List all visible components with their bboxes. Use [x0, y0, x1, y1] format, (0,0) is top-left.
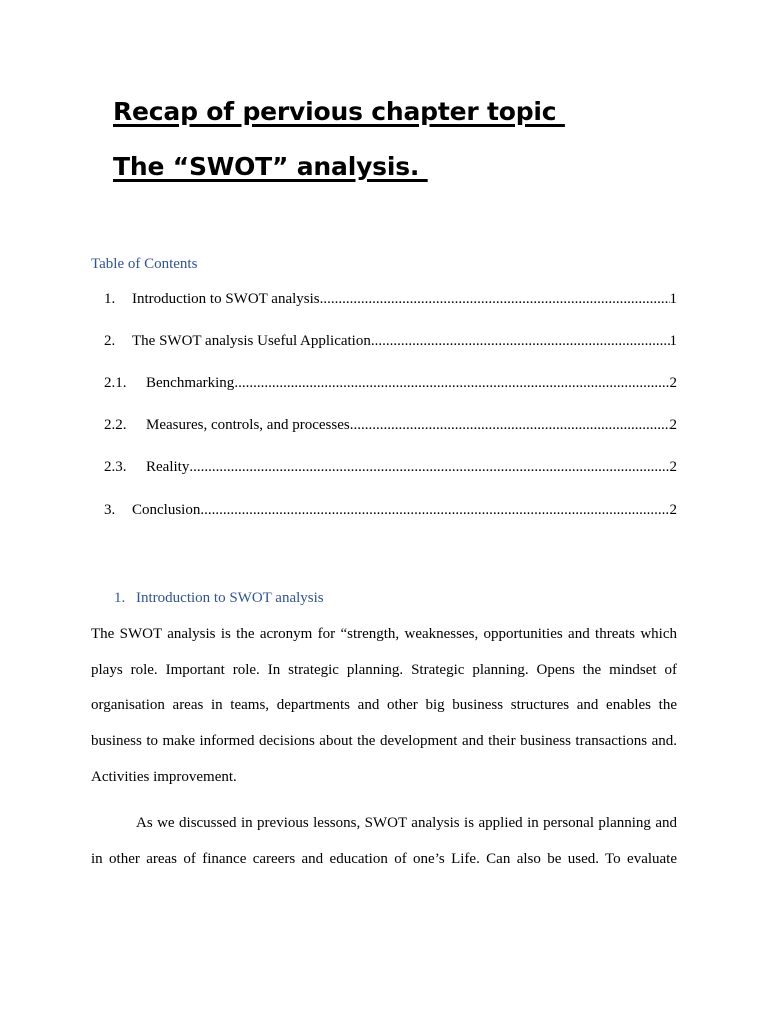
toc-title: Table of Contents	[91, 256, 198, 272]
document-title-line-1: Recap of pervious chapter topic	[113, 97, 565, 126]
toc-entry-text: Introduction to SWOT analysis	[132, 291, 320, 307]
toc-leader-dots	[234, 375, 669, 392]
toc-entry-text: Benchmarking	[146, 375, 235, 391]
toc-entry-number: 1.	[104, 291, 116, 307]
toc-entry-page: 1	[669, 291, 677, 307]
toc-entry-text: Conclusion	[132, 502, 201, 518]
toc-entry-page: 2	[669, 459, 677, 475]
toc-entry-reality[interactable]	[104, 459, 677, 479]
toc-entry-text: Measures, controls, and processes	[146, 417, 350, 433]
toc-leader-dots	[350, 417, 670, 434]
section-title: Introduction to SWOT analysis	[136, 590, 324, 606]
toc-entry-introduction[interactable]	[104, 291, 677, 311]
toc-entry-text: Reality	[146, 459, 190, 475]
toc-entry-number: 3.	[104, 502, 116, 518]
toc-entry-number: 2.1.	[104, 375, 127, 391]
document-title-line-2: The “SWOT” analysis.	[113, 152, 428, 181]
toc-entry-number: 2.2.	[104, 417, 127, 433]
toc-entry-number: 2.	[104, 333, 116, 349]
toc-entry-measures[interactable]	[104, 417, 677, 437]
body-paragraph-2: As we discussed in previous lessons, SWOT analysis is applied in personal planning and in other areas of finance careers and education of one’s Life. Can also be used. To evaluate	[91, 815, 677, 867]
toc-entry-page: 1	[669, 333, 677, 349]
section-heading-introduction	[114, 590, 324, 607]
toc-entry-number: 2.3.	[104, 459, 127, 475]
body-paragraph-1: The SWOT analysis is the acronym for “strength, weaknesses, opportunities and threats which plays role. Important role. In strategic planning. Strategic planning. Opens the mindset of organisation areas in teams, departments and other big business structures and enables the business to make informed decisions about the development and their business transactions and. Activities improvement.	[91, 626, 677, 785]
toc-leader-dots	[371, 333, 670, 350]
section-number: 1.	[114, 590, 126, 606]
toc-entry-conclusion[interactable]	[104, 502, 677, 522]
toc-leader-dots	[320, 291, 670, 308]
toc-entry-text: The SWOT analysis Useful Application	[132, 333, 371, 349]
toc-entry-benchmarking[interactable]	[104, 375, 677, 395]
toc-leader-dots	[189, 459, 669, 476]
toc-entry-useful-application[interactable]	[104, 333, 677, 353]
toc-entry-page: 2	[669, 375, 677, 391]
toc-entry-page: 2	[669, 502, 677, 518]
toc-leader-dots	[200, 502, 669, 519]
toc-entry-page: 2	[669, 417, 677, 433]
